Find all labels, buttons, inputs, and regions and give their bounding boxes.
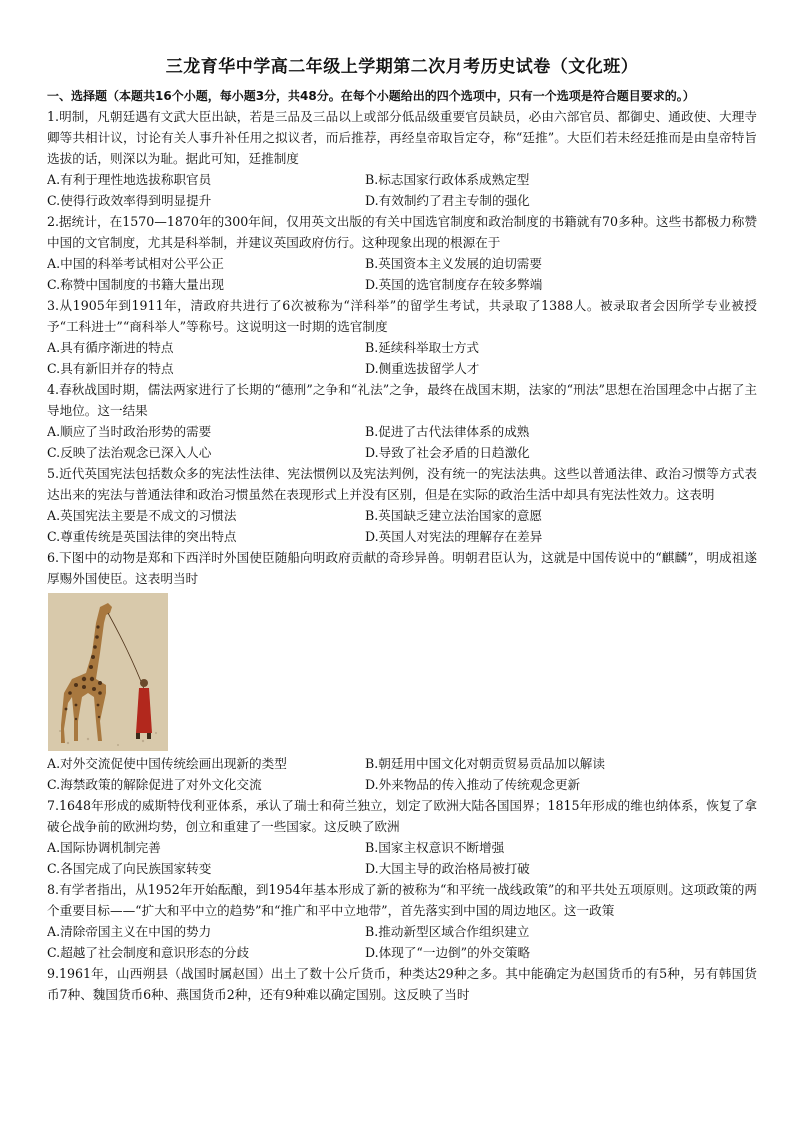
option-c[interactable]: C.超越了社会制度和意识形态的分歧 [47,945,250,960]
question-9 [47,963,757,1005]
options [47,753,757,795]
question-stem: 8.有学者指出，从1952年开始酝酿，到1954年基本形成了新的被称为“和平统一战线政策”的和平共处五项原则。这项政策的两个重要目标——“扩大和平中立的趋势”和“推广和平中立地带”，首先落实到中国的周边地区。这一政策 [47,882,757,918]
giraffe-painting [48,593,168,751]
question-stem: 5.近代英国宪法包括数众多的宪法性法律、宪法惯例以及宪法判例，没有统一的宪法法典。这些以普通法律、政治习惯等方式表达出来的宪法与普通法律和政治习惯虽然在表现形式上并没有区别，但是在实际的政治生活中却具有宪法性效力。这表明 [47,466,757,502]
options [47,253,757,295]
giraffe-painting-icon [48,593,168,751]
question-6 [47,547,757,795]
options [47,921,757,963]
option-a[interactable]: A.中国的科举考试相对公平公正 [47,256,224,271]
option-c[interactable]: C.具有新旧并存的特点 [47,361,174,376]
section-heading: 一、选择题（本题共16个小题，每小题3分，共48分。在每个小题给出的四个选项中，只有一个选项是符合题目要求的。） [47,89,695,103]
question-stem: 1.明制，凡朝廷遇有文武大臣出缺，若是三品及三品以上或部分低品级重要官员缺员，必由六部官员、都御史、通政使、大理寺卿等共相计议，讨论有关人事升补任用之拟议者，而后推荐，再经皇帝取旨定夺，称“廷推”。大臣们若未经廷推而是由皇帝特旨选拔的话，则深以为耻。据此可知，廷推制度 [47,109,757,166]
option-b[interactable]: B.促进了古代法律体系的成熟 [365,424,530,439]
option-d[interactable]: D.有效制约了君主专制的强化 [365,193,530,208]
option-d[interactable]: D.大国主导的政治格局被打破 [365,861,530,876]
option-b[interactable]: B.英国缺乏建立法治国家的意愿 [365,508,542,523]
option-d[interactable]: D.英国的选官制度存在较多弊端 [365,277,543,292]
question-stem: 2.据统计，在1570—1870年的300年间，仅用英文出版的有关中国选官制度和政治制度的书籍就有70多种。这些书都极力称赞中国的文官制度，尤其是科举制，并建议英国政府仿行。这种现象出现的根源在于 [47,214,757,250]
option-a[interactable]: A.顺应了当时政治形势的需要 [47,424,212,439]
option-c[interactable]: C.反映了法治观念已深入人心 [47,445,212,460]
question-3 [47,295,757,379]
question-stem: 6.下图中的动物是郑和下西洋时外国使臣随船向明政府贡献的奇珍异兽。明朝君臣认为，这就是中国传说中的“麒麟”，明成祖遂厚赐外国使臣。这表明当时 [47,550,757,586]
option-b[interactable]: B.国家主权意识不断增强 [365,840,505,855]
question-stem: 7.1648年形成的威斯特伐利亚体系，承认了瑞士和荷兰独立，划定了欧洲大陆各国国界；1815年形成的维也纳体系，恢复了拿破仑战争前的欧洲均势，创立和重建了一些国家。这反映了欧洲 [47,798,757,834]
option-b[interactable]: B.延续科举取士方式 [365,340,480,355]
option-d[interactable]: D.英国人对宪法的理解存在差异 [365,529,543,544]
option-a[interactable]: A.有利于理性地选拔称职官员 [47,172,212,187]
option-c[interactable]: C.各国完成了向民族国家转变 [47,861,212,876]
option-a[interactable]: A.具有循序渐进的特点 [47,340,174,355]
option-d[interactable]: D.侧重选拔留学人才 [365,361,480,376]
question-8 [47,879,757,963]
question-stem: 3.从1905年到1911年，清政府共进行了6次被称为“洋科举”的留学生考试，共录取了1388人。被录取者会因所学专业被授予“工科进士”“商科举人”等称号。这说明这一时期的选官制度 [47,298,757,334]
option-c[interactable]: C.海禁政策的解除促进了对外文化交流 [47,777,262,792]
option-b[interactable]: B.英国资本主义发展的迫切需要 [365,256,542,271]
option-c[interactable]: C.尊重传统是英国法律的突出特点 [47,529,237,544]
question-1 [47,106,757,211]
options [47,505,757,547]
option-b[interactable]: B.朝廷用中国文化对朝贡贸易贡品加以解读 [365,756,605,771]
option-c[interactable]: C.使得行政效率得到明显提升 [47,193,212,208]
question-stem: 4.春秋战国时期，儒法两家进行了长期的“德刑”之争和“礼法”之争，最终在战国末期，法家的“刑法”思想在治国理念中占据了主导地位。这一结果 [47,382,757,418]
option-b[interactable]: B.标志国家行政体系成熟定型 [365,172,530,187]
option-d[interactable]: D.外来物品的传入推动了传统观念更新 [365,777,581,792]
question-2 [47,211,757,295]
option-d[interactable]: D.导致了社会矛盾的日趋激化 [365,445,530,460]
option-a[interactable]: A.清除帝国主义在中国的势力 [47,924,212,939]
option-c[interactable]: C.称赞中国制度的书籍大量出现 [47,277,224,292]
question-7 [47,795,757,879]
question-stem: 9.1961年，山西朔县（战国时属赵国）出土了数十公斤货币，种类达29种之多。其中能确定为赵国货币的有5种，另有韩国货币7种、魏国货币6种、燕国货币2种，还有9种难以确定国别。这反映了当时 [47,966,757,1002]
exam-title: 三龙育华中学高二年级上学期第二次月考历史试卷（文化班） [165,57,639,77]
option-a[interactable]: A.国际协调机制完善 [47,840,161,855]
option-a[interactable]: A.对外交流促使中国传统绘画出现新的类型 [47,756,287,771]
option-a[interactable]: A.英国宪法主要是不成文的习惯法 [47,508,237,523]
options [47,421,757,463]
question-4 [47,379,757,463]
question-5 [47,463,757,547]
options [47,337,757,379]
option-d[interactable]: D.体现了“一边倒”的外交策略 [365,945,531,960]
options [47,837,757,879]
options [47,169,757,211]
option-b[interactable]: B.推动新型区域合作组织建立 [365,924,530,939]
exam-page [47,56,757,1005]
